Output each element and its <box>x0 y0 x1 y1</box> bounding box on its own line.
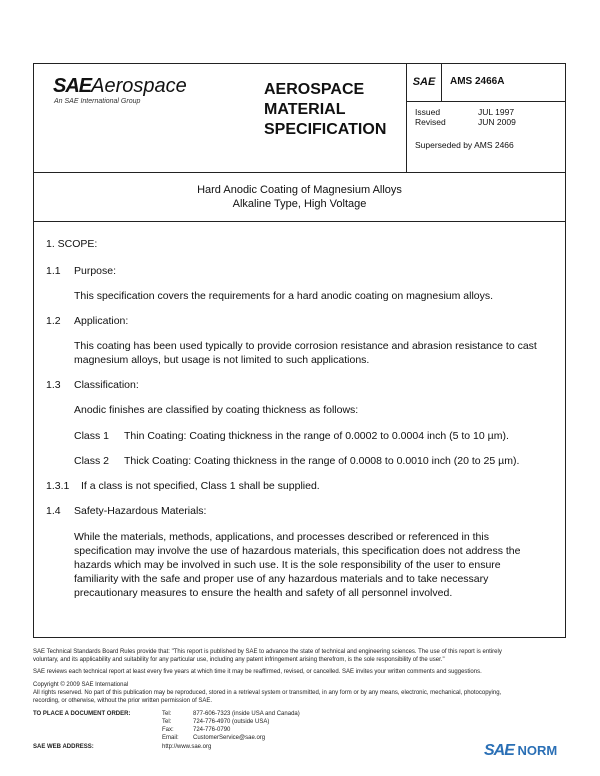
section-heading-application: Application: <box>74 315 129 327</box>
document-info-panel <box>406 64 566 172</box>
paragraph-safety-line-4: familiarity with the safe and proper use of any hazardous materials and to take necessary <box>74 573 489 585</box>
web-label: SAE WEB ADDRESS: <box>33 744 94 750</box>
paragraph-application-line-2: magnesium alloys, but usage is not limited to such applications. <box>74 354 370 366</box>
web-link[interactable]: http://www.sae.org <box>162 744 212 750</box>
sae-norm-mark: SAE <box>484 742 514 759</box>
issued-date: JUL 1997 <box>478 107 515 117</box>
section-heading-purpose: Purpose: <box>74 265 117 277</box>
document-title-line-2: Alkaline Type, High Voltage <box>232 198 367 210</box>
document-dates <box>415 107 516 127</box>
section-heading-safety: Safety-Hazardous Materials: <box>74 505 207 517</box>
document-number: AMS 2466A <box>450 76 505 87</box>
sae-norm-logo <box>484 742 557 760</box>
class-1-description: Thin Coating: Coating thickness in the range of 0.0002 to 0.0004 inch (5 to 10 µm). <box>124 430 509 442</box>
paragraph-safety-line-5: precautionary measures to ensure the health and safety of all personnel involved. <box>74 587 453 599</box>
title-line-2: MATERIAL <box>264 101 346 118</box>
tel-label: Tel: <box>162 711 172 717</box>
section-scope-heading: 1. SCOPE: <box>46 238 98 250</box>
title-line-1: AEROSPACE <box>264 81 365 98</box>
document-body <box>33 222 566 638</box>
tel2-label: Tel: <box>162 719 172 725</box>
tel-value[interactable]: 877-606-7323 (inside USA and Canada) <box>193 711 300 717</box>
revised-label: Revised <box>415 117 446 127</box>
footer-copyright: Copyright © 2009 SAE International <box>33 682 129 688</box>
footer-rules-line-2: voluntary, and its applicability and suitability for any particular use, including any patent infringement arising therefrom, is the sole responsibility of the user." <box>33 657 445 663</box>
issued-label: Issued <box>415 107 441 117</box>
revised-date: JUN 2009 <box>478 117 516 127</box>
superseded-note: Superseded by AMS 2466 <box>415 140 514 150</box>
logo-sae-text: SAE <box>53 75 92 97</box>
footer-rights-line-2: recording, or otherwise, without the prior written permission of SAE. <box>33 698 213 704</box>
paragraph-application-line-1: This coating has been used typically to provide corrosion resistance and abrasion resistance to cast <box>74 340 537 352</box>
sae-aerospace-logo <box>34 64 252 172</box>
fax-label: Fax: <box>162 727 174 733</box>
document-type-title <box>264 80 386 140</box>
fax-value: 724-776-0790 <box>193 727 231 733</box>
tel2-value[interactable]: 724-776-4970 (outside USA) <box>193 719 270 725</box>
order-label: TO PLACE A DOCUMENT ORDER: <box>33 711 131 717</box>
class-1-label: Class 1 <box>74 430 110 442</box>
paragraph-purpose: This specification covers the requirements for a hard anodic coating on magnesium alloys. <box>74 290 494 302</box>
footer-rules-line-1: SAE Technical Standards Board Rules provide that: "This report is published by SAE to advance the state of technical and engineering sciences. The use of this report is entirely <box>33 649 502 655</box>
footer-rights-line-1: All rights reserved. No part of this publication may be reproduced, stored in a retrieval system or transmitted, in any form or by any means, electronic, mechanical, photocopying, <box>33 690 502 696</box>
paragraph-safety-line-1: While the materials, methods, applications, and processes described or referenced in this <box>74 531 489 543</box>
section-number: 1.4 <box>46 505 61 517</box>
paragraph-classification: Anodic finishes are classified by coating thickness as follows: <box>74 404 359 416</box>
logo-aerospace-text: Aerospace <box>91 75 187 97</box>
email-link[interactable]: CustomerService@sae.org <box>193 735 266 741</box>
email-label: Email: <box>162 735 179 741</box>
document-title-box <box>33 172 566 222</box>
section-heading-classification: Classification: <box>74 379 139 391</box>
section-number: 1.1 <box>46 265 61 277</box>
class-2-description: Thick Coating: Coating thickness in the range of 0.0008 to 0.0010 inch (20 to 25 µm). <box>124 455 520 467</box>
title-line-3: SPECIFICATION <box>264 121 387 138</box>
logo-subtitle: An SAE International Group <box>54 98 141 105</box>
paragraph-safety-line-2: specification may involve the use of hazardous materials, this specification does not address the <box>74 545 521 557</box>
footer-review: SAE reviews each technical report at least every five years at which time it may be reaffirmed, revised, or cancelled. SAE invites your written comments and suggestions. <box>33 669 482 675</box>
document-title-line-1: Hard Anodic Coating of Magnesium Alloys <box>197 184 402 196</box>
class-2-label: Class 2 <box>74 455 110 467</box>
section-number: 1.3 <box>46 379 61 391</box>
section-number: 1.2 <box>46 315 61 327</box>
paragraph-default-class: If a class is not specified, Class 1 shall be supplied. <box>81 480 320 492</box>
sae-norm-text: NORM <box>517 743 558 758</box>
section-number: 1.3.1 <box>46 480 70 492</box>
sae-mark: SAE <box>407 64 442 101</box>
paragraph-safety-line-3: hazards which may be involved in such use. It is the sole responsibility of the user to ensure <box>74 559 501 571</box>
spec-header <box>33 63 566 173</box>
